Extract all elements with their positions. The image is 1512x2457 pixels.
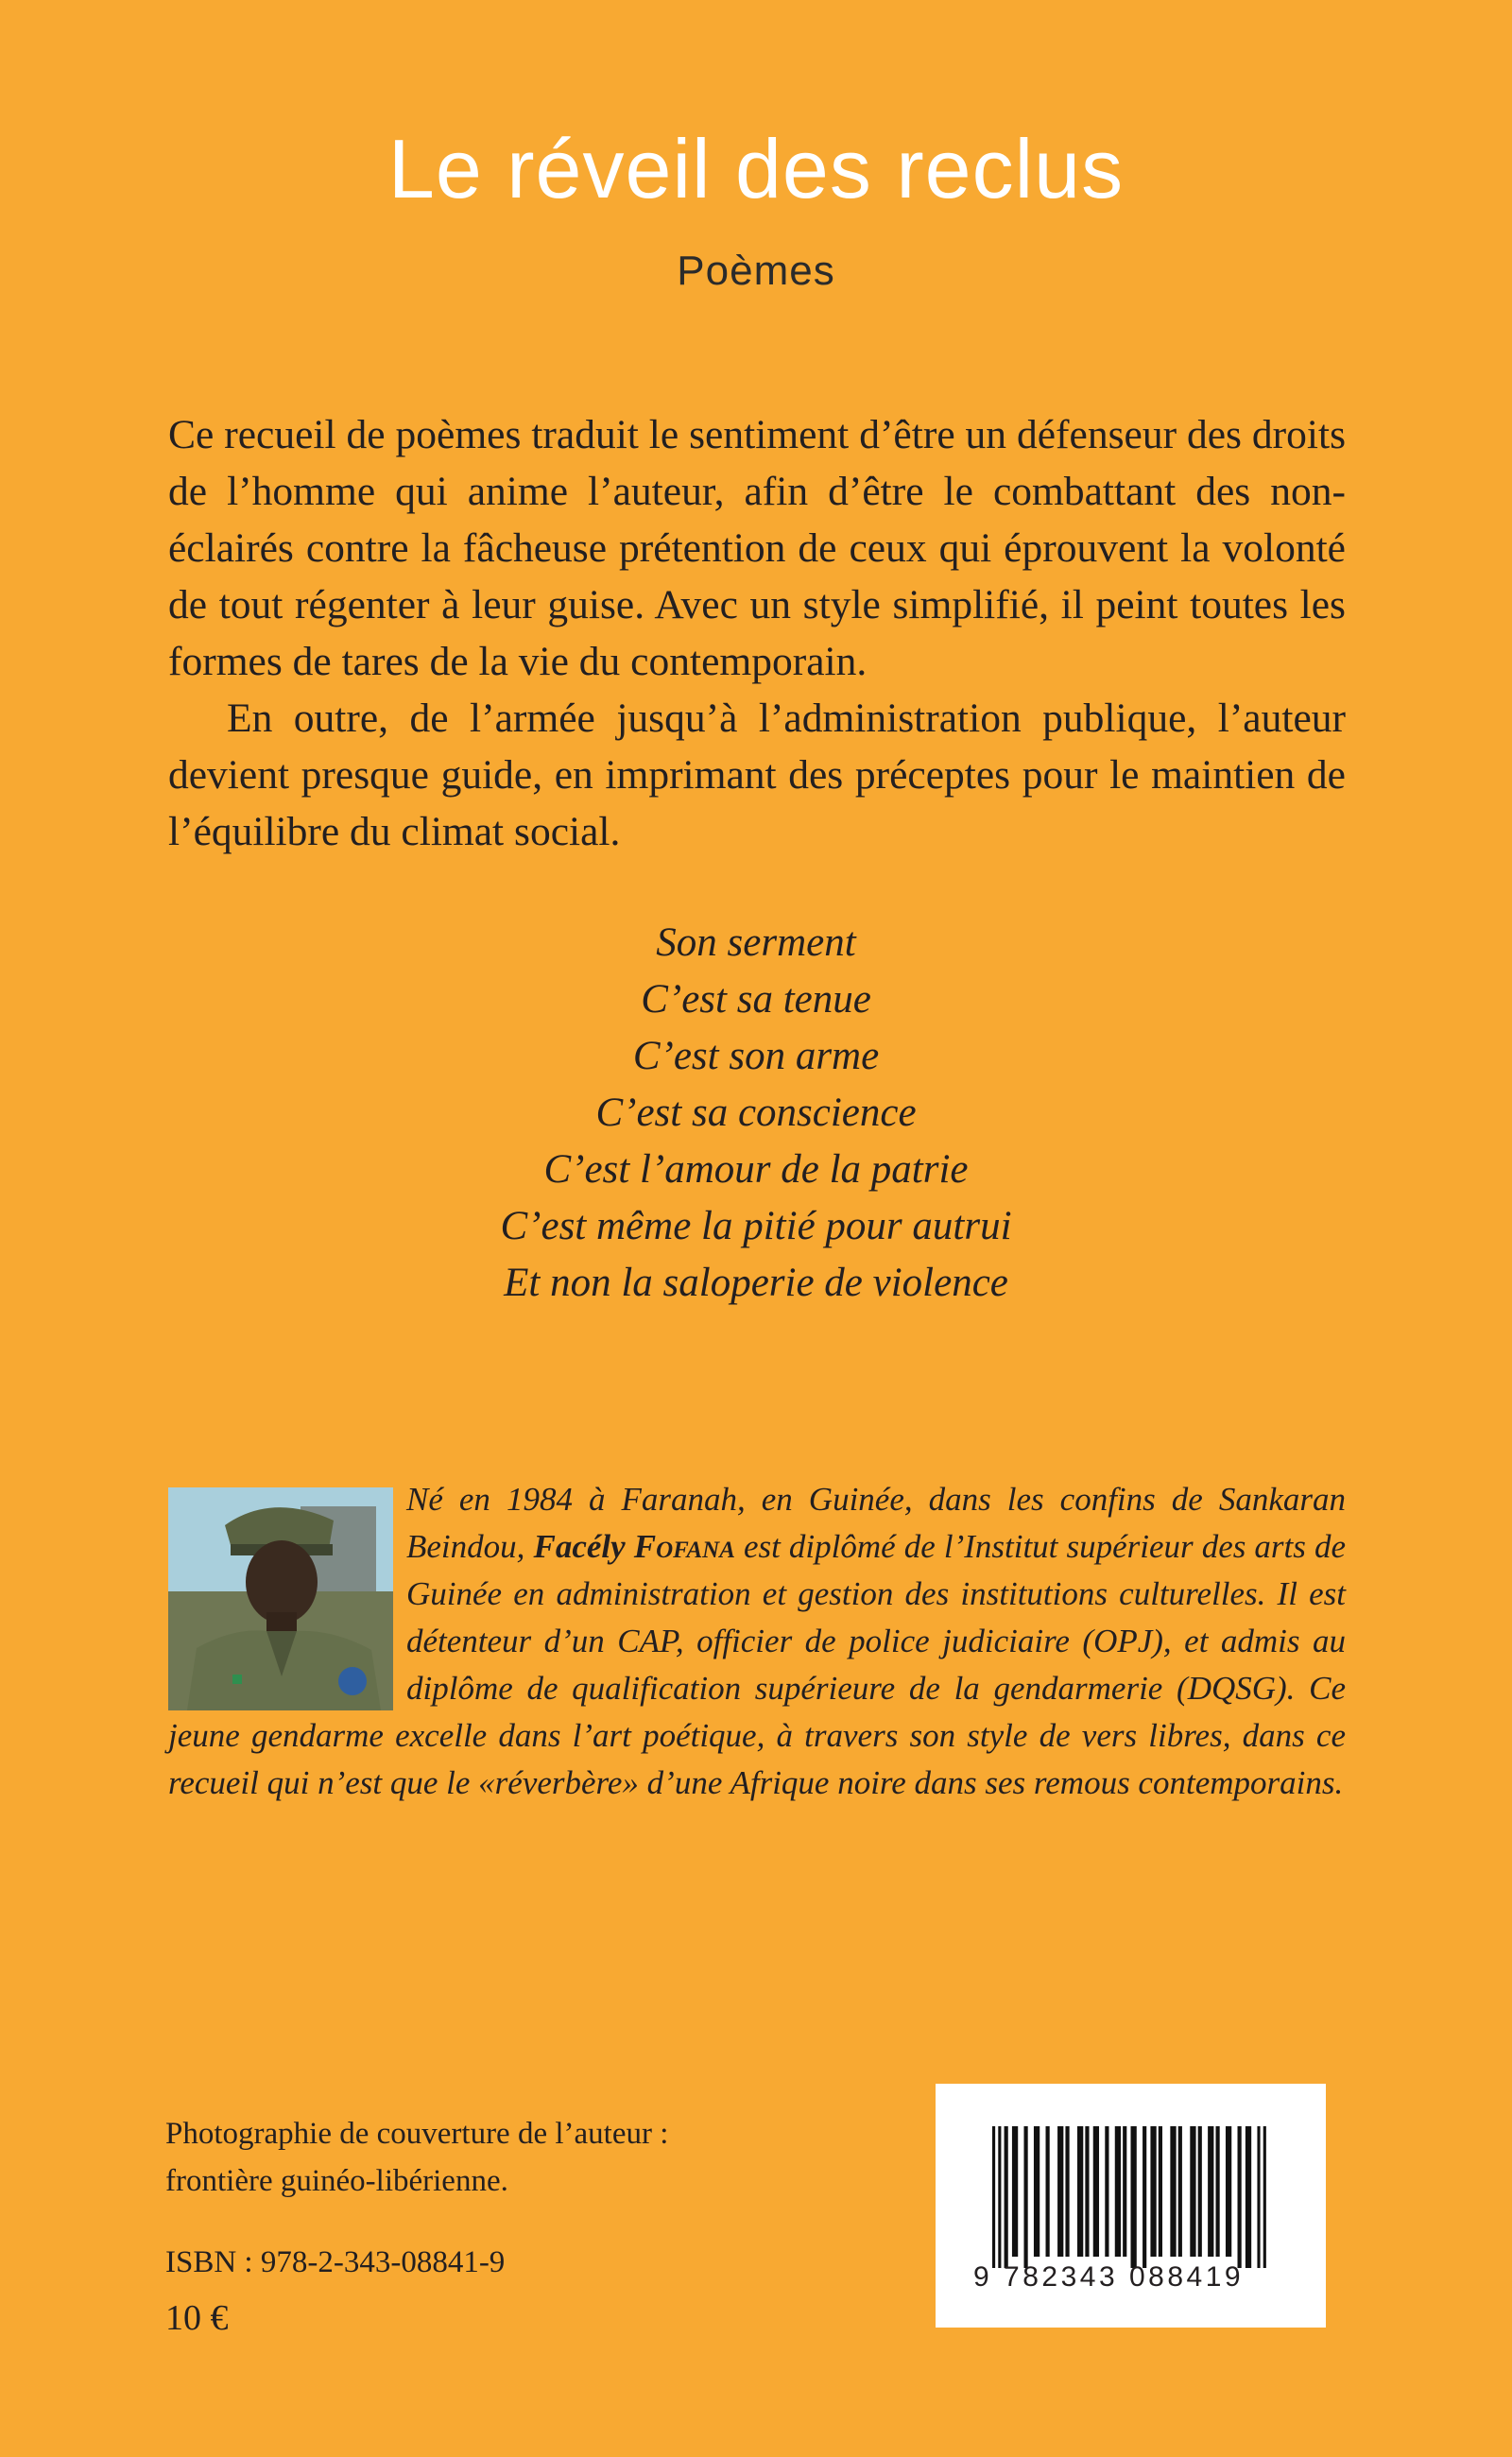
barcode-bar — [1159, 2126, 1162, 2257]
barcode-bar — [1093, 2126, 1099, 2257]
photo-credit — [165, 2110, 827, 2205]
book-subtitle: Poèmes — [677, 248, 835, 294]
barcode-bar — [1257, 2126, 1260, 2268]
barcode-bar — [1150, 2126, 1156, 2257]
bio-intro: Né en 1984 à Faranah, en Guinée, dans les confins de Sankaran Beindou, — [406, 1481, 1346, 1565]
poem-line: C’est même la pitié pour autrui — [500, 1204, 1012, 1248]
blurb — [168, 406, 1346, 860]
author-first-name: Facély — [533, 1528, 634, 1565]
barcode-bar — [1077, 2126, 1083, 2257]
barcode-bar — [1034, 2126, 1040, 2257]
poem-line: C’est sa tenue — [641, 977, 871, 1022]
barcode-bar — [1012, 2126, 1018, 2257]
credit-line: Photographie de couverture de l’auteur : — [165, 2117, 669, 2151]
barcode-bar — [1208, 2126, 1213, 2257]
barcode-bar — [1246, 2126, 1251, 2268]
barcode-bar — [1238, 2126, 1242, 2268]
barcode-bar — [1198, 2126, 1202, 2257]
barcode-bar — [1046, 2126, 1050, 2257]
barcode-bar — [1170, 2126, 1176, 2257]
author-last-name: Fofana — [633, 1528, 735, 1565]
barcode-bar — [1085, 2126, 1089, 2257]
barcode-bar — [1023, 2126, 1027, 2268]
poem-line: C’est l’amour de la patrie — [543, 1147, 969, 1192]
isbn: ISBN : 978-2-343-08841-9 — [165, 2245, 506, 2279]
barcode-bar — [998, 2126, 1001, 2268]
poem-excerpt — [0, 915, 1512, 1312]
poem-line: C’est son arme — [632, 1034, 880, 1078]
author-bio — [168, 1476, 1346, 1807]
barcode-bar — [1123, 2126, 1126, 2257]
barcode-bar — [992, 2126, 995, 2268]
blurb-paragraph-1: Ce recueil de poèmes traduit le sentiment d’être un défenseur des droits de l’homme qui anime l’auteur, afin d’être le combattant des non-éclairés contre la fâcheuse prétention de ceux qui éprouvent la volonté de tout régenter à leur guise. Avec un style simplifié, il peint toutes les formes de tares de la vie du contemporain. — [168, 412, 1346, 684]
poem-line: Son serment — [656, 920, 856, 965]
barcode-bar — [1131, 2126, 1137, 2268]
poem-line: C’est sa conscience — [595, 1091, 917, 1135]
barcode-digits: 9 782343 088419 — [973, 2261, 1245, 2293]
barcode-bar — [1215, 2126, 1219, 2257]
barcode-bar — [1105, 2126, 1108, 2257]
barcode-bar — [1190, 2126, 1195, 2257]
barcode-bar — [1263, 2126, 1266, 2268]
credit-line: frontière guinéo-libérienne. — [165, 2164, 508, 2198]
price: 10 € — [165, 2298, 229, 2338]
book-title: Le réveil des reclus — [387, 122, 1125, 215]
blurb-paragraph-2: En outre, de l’armée jusqu’à l’administration publique, l’auteur devient presque guide, en imprimant des préceptes pour le maintien de l’équilibre du climat social. — [168, 696, 1346, 854]
barcode-bar — [1143, 2126, 1146, 2268]
barcode-bar — [1115, 2126, 1121, 2257]
barcode-bars-icon — [992, 2126, 1269, 2268]
barcode-bar — [1005, 2126, 1008, 2268]
poem-line: Et non la saloperie de violence — [504, 1261, 1008, 1305]
barcode — [936, 2084, 1326, 2328]
bio-rest: est diplômé de l’Institut supérieur des arts de Guinée en administration et gestion des institutions culturelles. Il est détenteur d’un CAP, officier de police judiciaire (OPJ), et admis au diplôme de qualification supérieure de la gendarmerie (DQSG). Ce jeune gendarme excelle dans l’art poétique, à travers son style de vers libres, dans ce recueil qui n’est que le «réverbère» d’une Afrique noire dans ses remous contemporains. — [168, 1528, 1346, 1801]
barcode-bar — [1065, 2126, 1069, 2257]
barcode-bar — [1057, 2126, 1063, 2257]
barcode-bar — [1178, 2126, 1182, 2257]
barcode-bar — [1226, 2126, 1231, 2257]
